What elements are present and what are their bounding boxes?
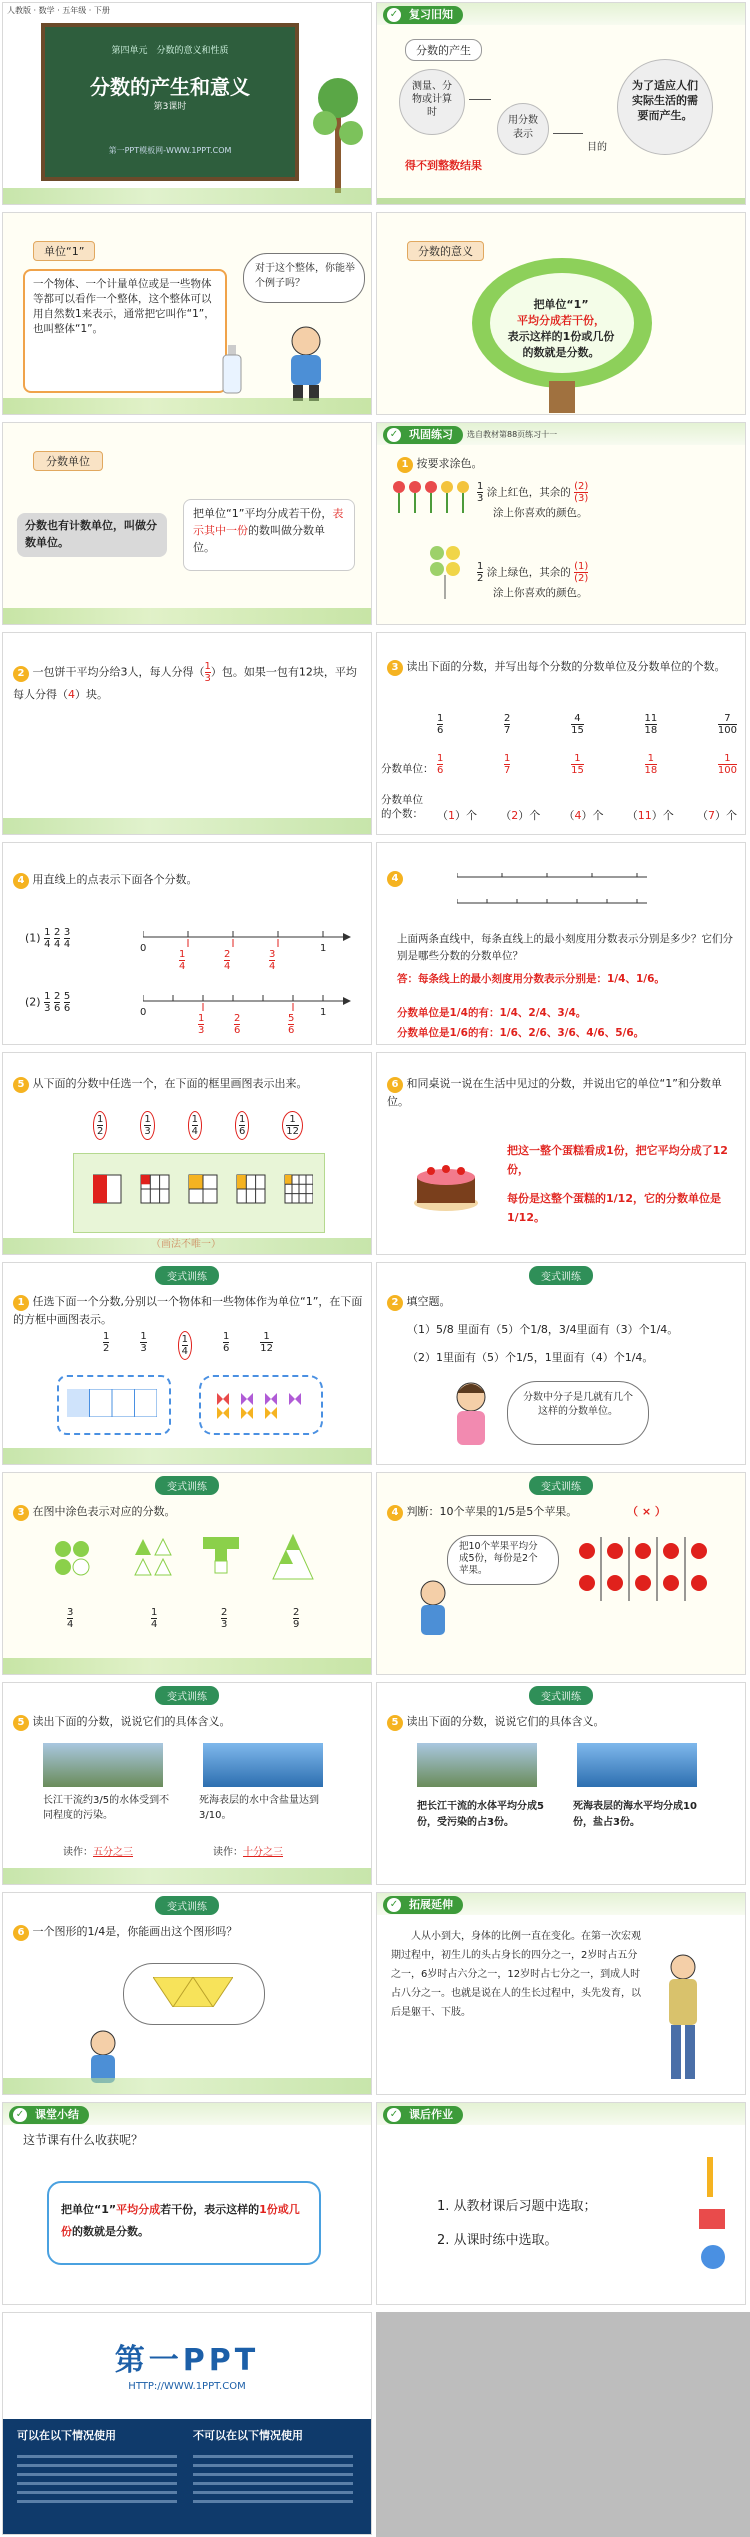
counts-row (437, 807, 737, 823)
fractions-row (437, 713, 737, 736)
line-1-one: 1 (320, 943, 327, 954)
question-number: 3 (13, 1505, 29, 1521)
mark-fraction: $\frac{2}{4}$ (224, 949, 231, 972)
fraction-item: $\frac{2}{7}$ (504, 713, 511, 736)
definition-text: 一个物体、一个计量单位或是一些物体等都可以看作一个整体，这个整体可以用自然数1来表示，通常把它叫作“1”，也叫整体“1”。 (33, 278, 215, 335)
fraction-item: $\frac{1}{3}$ (44, 991, 51, 1014)
grass-decoration (3, 2078, 371, 2094)
fraction-1-3: $\frac{1}{3}$ (477, 481, 484, 504)
divided-bar (67, 1389, 157, 1417)
fraction-label: $\frac{2}{9}$ (293, 1607, 300, 1630)
grass-decoration (3, 1448, 371, 1464)
mark-fraction: $\frac{5}{6}$ (288, 1013, 295, 1036)
question-number: 6 (13, 1925, 29, 1941)
right-text-b: 表示其中一份 (193, 507, 344, 537)
slide-meaning (376, 212, 746, 415)
answer-1: 把这一整个蛋糕看成1份，把它平均分成了12份， (507, 1144, 728, 1176)
fraction-option[interactable]: $\frac{1}{2}$ (93, 1111, 107, 1140)
check-icon: ✓ (13, 2108, 27, 2122)
plant-decoration (313, 63, 363, 193)
fraction-options (103, 1331, 273, 1360)
question-2: 2 填空题。 (387, 1293, 451, 1311)
row-1-label: (1) $\frac{1}{4}$ $\frac{2}{4}$ $\frac{3}{4}$ (25, 927, 71, 950)
trapezoid-shape (153, 1977, 233, 2007)
question-number: 4 (13, 873, 29, 889)
left-card-text: 分数也有计数单位，叫做分数单位。 (25, 519, 157, 549)
question-number: 5 (13, 1715, 29, 1731)
fraction-item: $\frac{1}{6}$ (437, 713, 444, 736)
question-1: 1 任选下面一个分数,分别以一个物体和一些物体作为单位“1”，在下面的方框中画图表示。 (13, 1295, 363, 1326)
question-number: 3 (387, 660, 403, 676)
right-card-text (193, 505, 345, 556)
sea-photo (577, 1743, 697, 1787)
check-icon: ✓ (387, 8, 401, 22)
empty-area (376, 2312, 750, 2537)
question-text: 上面两条直线中，每条直线上的最小刻度用分数表示分别是多少？它们分别是哪些分数的分数单位？ (397, 933, 733, 962)
fill-line-1: （1）5/8 里面有（5）个1/8，3/4里面有（3）个1/4。 (407, 1323, 679, 1336)
tip-text: 分数中分子是几就有几个这样的分数单位。 (523, 1392, 633, 1417)
count-label-1: 分数单位 (381, 794, 423, 806)
mark-fraction: $\frac{2}{6}$ (234, 1013, 241, 1036)
section-tag: ✓ 复习旧知 (383, 6, 463, 24)
source-note: 选自教材第88页练习十一 (467, 430, 558, 439)
grass-decoration (3, 188, 371, 204)
lesson-label: 第3课时 (153, 102, 187, 112)
question-text: 按要求涂色。 (416, 457, 483, 470)
grass-decoration (3, 1868, 371, 1884)
count-item: （7）个 (697, 809, 737, 822)
fraction-label: $\frac{1}{4}$ (151, 1607, 158, 1630)
check-icon: ✓ (387, 428, 401, 442)
footer-panel (2, 2312, 372, 2535)
check-icon: ✓ (387, 1898, 401, 1912)
tulips-illustration (391, 475, 471, 519)
mini-number-lines (457, 863, 657, 919)
bottom-stripe (377, 198, 745, 204)
bubble-text: 对于这个整体，你能举个例子吗？ (255, 263, 355, 289)
check-icon: ✓ (387, 2108, 401, 2122)
row-2-label: (2) $\frac{1}{3}$ $\frac{2}{6}$ $\frac{5}{6}$ (25, 991, 71, 1014)
slide-number-lines (2, 842, 372, 1045)
river-photo (417, 1743, 537, 1787)
slide-homework (376, 2102, 746, 2305)
slide-title (2, 2, 372, 205)
footer-lines-right (193, 2449, 353, 2509)
cake-illustration (411, 1149, 481, 1217)
slide-summary (2, 2102, 372, 2305)
variant-pill: 变式训练 (155, 1896, 219, 1915)
fraction-item: $\frac{2}{4}$ (53, 927, 61, 950)
question-number: 4 (387, 871, 403, 887)
summary-question: 这节课有什么收获呢？ (23, 2133, 144, 2147)
grass-decoration (3, 1238, 371, 1254)
caption-1: 长江干流约3/5的水体受到不同程度的污染。 (43, 1795, 170, 1821)
count-item: （2）个 (500, 809, 541, 822)
sentence-2-tail: 涂上你喜欢的颜色。 (493, 587, 588, 599)
question-number: 1 (397, 457, 413, 473)
question-number: 5 (13, 1077, 29, 1093)
count-item: （1）个 (437, 809, 477, 822)
meaning-line-3: 表示这样的1份或几份 (507, 330, 615, 343)
slide-draw-fraction (2, 1052, 372, 1255)
units-row (437, 753, 737, 776)
note-label: 得不到整数结果 (405, 159, 482, 172)
section-tag: ✓ 课堂小结 (9, 2106, 89, 2124)
question-number: 2 (387, 1295, 403, 1311)
grass-decoration (3, 398, 371, 414)
answer-line-3: 分数单位是1/6的有：1/6、2/6、3/6、4/6、5/6。 (397, 1027, 645, 1039)
school-supplies-decoration (693, 2153, 733, 2287)
unit-item: $\frac{1}{15}$ (571, 753, 584, 776)
question-number: 4 (387, 1505, 403, 1521)
question-2: 2 一包饼干平均分给3人，每人分得（ $\frac{1}{3}$ ）包。如果一包有12块，平均每人分得（4）块。 (13, 661, 357, 701)
line-1-zero: 0 (140, 943, 147, 954)
fraction-item: $\frac{3}{4}$ (63, 927, 71, 950)
meaning-line-2: 平均分成若干份， (517, 314, 605, 327)
section-tag: ✓ 课后作业 (383, 2106, 463, 2124)
caption-2: 死海表层的水中含盐量达到3/10。 (199, 1795, 319, 1821)
judge-mark: （ × ） (627, 1505, 666, 1518)
line-2-zero: 0 (140, 1007, 147, 1018)
meaning-1: 把长江干流的水体平均分成5份，受污染的占3份。 (417, 1801, 544, 1828)
unit-item: $\frac{1}{6}$ (437, 753, 444, 776)
grass-decoration (3, 818, 371, 834)
fraction-option[interactable]: $\frac{1}{6}$ (222, 1331, 230, 1354)
section-header: 单位“1” (33, 241, 95, 261)
mark-fraction: $\frac{1}{3}$ (198, 1013, 205, 1036)
fraction-option[interactable]: $\frac{1}{2}$ (103, 1331, 110, 1354)
slide-variant-6 (376, 1682, 746, 1885)
page-title: 分数的产生和意义 (90, 75, 250, 99)
slide-practice-1 (376, 422, 746, 625)
question-number: 6 (387, 1077, 403, 1093)
question-number: 2 (13, 666, 29, 682)
variant-pill: 变式训练 (529, 1686, 593, 1705)
site-label: 第一PPT模板网-WWW.1PPT.COM (108, 146, 232, 155)
balloons-illustration (427, 541, 463, 605)
fraction-options (93, 1111, 303, 1140)
question-number: 5 (387, 1715, 403, 1731)
question-3: 3 读出下面的分数，并写出每个分数的分数单位及分数单位的个数。 (387, 657, 737, 677)
section-header: 分数的产生 (405, 39, 482, 61)
count-label-2: 的个数： (381, 808, 423, 820)
section-header: 分数的意义 (407, 241, 484, 261)
grass-decoration (3, 1658, 371, 1674)
summary-text: 把单位“1”平均分成若干份，表示这样的1份或几份的数就是分数。 (61, 2203, 300, 2238)
homework-item-1: 1. 从教材课后习题中选取； (437, 2199, 597, 2214)
answer-line-2: 分数单位是1/4的有：1/4、2/4、3/4。 (397, 1007, 587, 1019)
butterflies (213, 1385, 307, 1421)
slide-number-line-answers (376, 842, 746, 1045)
question-number: 1 (13, 1295, 29, 1311)
mark-fraction: $\frac{1}{4}$ (179, 949, 186, 972)
fraction-option[interactable]: $\frac{1}{12}$ (260, 1331, 273, 1354)
fraction-item: $\frac{5}{6}$ (63, 991, 71, 1014)
slide-fraction-unit (2, 422, 372, 625)
slide-variant-3 (2, 1472, 372, 1675)
slide-extension (376, 1892, 746, 2095)
line-2-one: 1 (320, 1007, 327, 1018)
variant-pill: 变式训练 (155, 1266, 219, 1285)
arrow-1 (469, 99, 491, 100)
question-3: 3 在图中涂色表示对应的分数。 (13, 1503, 176, 1521)
slide-variant-1 (2, 1262, 372, 1465)
fraction-item: $\frac{11}{18}$ (644, 713, 658, 736)
slide-cake (376, 1052, 746, 1255)
publisher-label: 人教版 · 数学 · 五年级 · 下册 (7, 6, 110, 15)
apples-grid (577, 1537, 717, 1607)
arrow-2 (553, 133, 583, 134)
unit-item: $\frac{1}{7}$ (504, 753, 511, 776)
bottle-icon (221, 345, 243, 399)
question-5: 5 读出下面的分数，说说它们的具体含义。 (387, 1713, 605, 1731)
sentence-1: $\frac{1}{3}$ 涂上红色，其余的 (2) (3) 涂上你喜欢的颜色。 (477, 481, 588, 522)
question-5: 5 从下面的分数中任选一个，在下面的框里画图表示出来。 (13, 1075, 363, 1093)
growth-figure (653, 1953, 713, 2087)
sea-photo (203, 1743, 323, 1787)
fraction-option[interactable]: $\frac{1}{6}$ (235, 1111, 249, 1140)
count-label (381, 793, 423, 821)
slide-review (376, 2, 746, 205)
girl-figure (447, 1379, 495, 1453)
footer-lines-left (17, 2449, 177, 2509)
section-header: 分数单位 (33, 451, 103, 471)
answer-line-1: 答：每条线上的最小刻度用分数表示分别是：1/4、1/6。 (397, 973, 665, 985)
extension-text: 人从小到大，身体的比例一直在变化。在第一次宏观期过程中，初生儿的头占身长的四分之一，2岁时占五分之一，6岁时占六分之一，12岁时占七分之一，到成人时占八分之一。也就是说在人的生长过程中，头先发育，以后是躯干、下肢。 (391, 1931, 641, 2018)
grass-decoration (3, 608, 371, 624)
purpose-label: 目的 (587, 142, 607, 153)
count-item: （4）个 (563, 809, 604, 822)
slide-variant-7 (2, 1892, 372, 2095)
fraction-label: $\frac{2}{3}$ (221, 1607, 228, 1630)
fraction-item: $\frac{4}{15}$ (571, 713, 584, 736)
fraction-option[interactable]: $\frac{1}{12}$ (282, 1111, 303, 1140)
answer-fraction-1: (2) (3) (574, 481, 589, 504)
footer-logo: 第一PPT (114, 2343, 260, 2378)
slide-practice-2 (2, 632, 372, 835)
unit-label: 第四单元 分数的意义和性质 (111, 46, 229, 56)
section-tag: ✓ 巩固练习 (383, 426, 463, 444)
slide-variant-2 (376, 1262, 746, 1465)
slide-variant-5 (2, 1682, 372, 1885)
answer-fraction-2: (1) (2) (574, 561, 589, 584)
unit-item: $\frac{1}{18}$ (644, 753, 658, 776)
river-photo (43, 1743, 163, 1787)
meaning-text (491, 297, 631, 361)
meaning-line-1: 把单位“1” (533, 298, 589, 311)
fraction-label: $\frac{3}{4}$ (67, 1607, 74, 1630)
unit-item: $\frac{1}{100}$ (717, 753, 737, 776)
circle-measure: 测量、分物或计算时 (399, 69, 465, 135)
fraction-drawings (93, 1171, 313, 1207)
fill-line-2: （2）1里面有（5）个1/5，1里面有（4）个1/4。 (407, 1351, 654, 1364)
fraction-option[interactable]: $\frac{1}{4}$ (188, 1111, 202, 1140)
reading-2: 读作：十分之三 (213, 1847, 283, 1858)
meaning-2: 死海表层的海水平均分成10份，盐占3份。 (573, 1801, 697, 1828)
chalkboard (41, 23, 299, 181)
boy-figure (413, 1577, 453, 1641)
shapes-figure (53, 1533, 333, 1593)
circle-purpose: 为了适应人们实际生活的需要而产生。 (617, 59, 713, 155)
slide-unit-one (2, 212, 372, 415)
circle-fraction: 用分数表示 (497, 103, 549, 155)
units-label: 分数单位： (381, 763, 434, 775)
question-6: 6 一个图形的1/4是，你能画出这个图形吗？ (13, 1923, 237, 1941)
question-6: 6 和同桌说一说在生活中见过的分数，并说出它的单位“1”和分数单位。 (387, 1077, 722, 1108)
slide-variant-4 (376, 1472, 746, 1675)
fraction-1-2: $\frac{1}{2}$ (477, 561, 484, 584)
count-item: （11）个 (626, 809, 674, 822)
question-4: 4 用直线上的点表示下面各个分数。 (13, 871, 198, 889)
answer-fraction: $\frac{1}{3}$ (204, 661, 211, 684)
sentence-1-tail: 涂上你喜欢的颜色。 (493, 507, 588, 519)
right-text-c: 的数叫做分数单位。 (193, 524, 325, 554)
answer-count: 4 (68, 688, 75, 701)
question-5: 5 读出下面的分数，说说它们的具体含义。 (13, 1713, 231, 1731)
variant-pill: 变式训练 (155, 1686, 219, 1705)
fraction-item: $\frac{7}{100}$ (717, 713, 737, 736)
right-text-a: 把单位“1”平均分成若干份， (193, 507, 333, 520)
footer-right-title: 不可以在以下情况使用 (193, 2429, 303, 2442)
homework-item-2: 2. 从课时练中选取。 (437, 2233, 558, 2248)
meaning-line-4: 的数就是分数。 (522, 346, 600, 359)
footer-url: HTTP://WWW.1PPT.COM (128, 2381, 246, 2392)
fraction-option[interactable]: $\frac{1}{3}$ (140, 1331, 147, 1354)
variant-pill: 变式训练 (529, 1476, 593, 1495)
variant-pill: 变式训练 (155, 1476, 219, 1495)
hint-text: 把10个苹果平均分成5份，每份是2个苹果。 (459, 1541, 538, 1576)
boy-figure (281, 323, 331, 407)
fraction-option[interactable]: $\frac{1}{4}$ (178, 1331, 192, 1360)
sentence-2: $\frac{1}{2}$ 涂上绿色，其余的 (1) (2) 涂上你喜欢的颜色。 (477, 561, 588, 602)
question-4: 4 判断：10个苹果的1/5是5个苹果。 (387, 1503, 577, 1521)
variant-pill: 变式训练 (529, 1266, 593, 1285)
mark-fraction: $\frac{3}{4}$ (269, 949, 276, 972)
fraction-option[interactable]: $\frac{1}{3}$ (140, 1111, 154, 1140)
answer-2: 每份是这整个蛋糕的1/12，它的分数单位是1/12。 (507, 1192, 721, 1224)
fraction-item: $\frac{1}{4}$ (44, 927, 51, 950)
section-tag: ✓ 拓展延伸 (383, 1896, 463, 1914)
question-line (397, 455, 483, 473)
slide-practice-3 (376, 632, 746, 835)
fraction-item: $\frac{2}{6}$ (53, 991, 61, 1014)
reading-1: 读作：五分之三 (63, 1847, 133, 1858)
footer-left-title: 可以在以下情况使用 (17, 2429, 116, 2442)
